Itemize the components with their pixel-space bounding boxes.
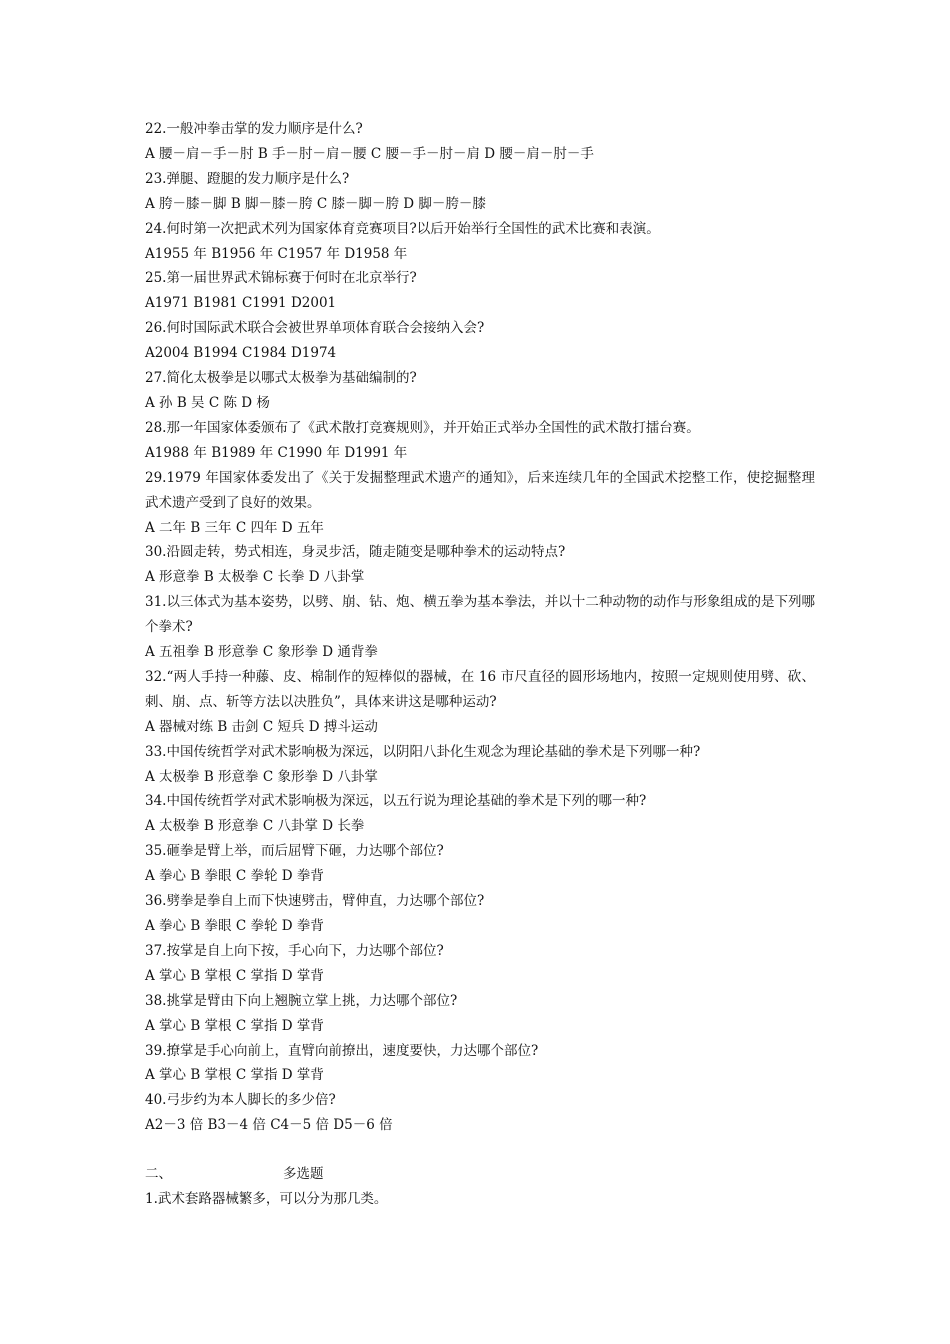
answer-options-39: A 掌心 B 掌根 C 掌指 D 掌背 — [145, 1067, 324, 1084]
answer-options-29: A 二年 B 三年 C 四年 D 五年 — [145, 519, 324, 536]
question-22: 22.一般冲拳击掌的发力顺序是什么? — [145, 121, 363, 137]
answer-options-24: A1955 年 B1956 年 C1957 年 D1958 年 — [145, 245, 408, 262]
answer-options-31: A 五祖拳 B 形意拳 C 象形拳 D 通背拳 — [145, 644, 378, 661]
answer-options-33: A 太极拳 B 形意拳 C 象形拳 D 八卦掌 — [145, 768, 378, 785]
answer-options-26: A2004 B1994 C1984 D1974 — [145, 345, 337, 362]
answer-options-23: A 胯－膝－脚 B 脚－膝－胯 C 膝－脚－胯 D 脚－胯－膝 — [145, 195, 486, 212]
answer-options-38: A 掌心 B 掌根 C 掌指 D 掌背 — [145, 1017, 324, 1034]
question-35: 35.砸拳是臂上举，而后屈臂下砸，力达哪个部位? — [145, 843, 444, 860]
answer-options-34: A 太极拳 B 形意拳 C 八卦掌 D 长拳 — [145, 818, 365, 835]
question-25: 25.第一届世界武术锦标赛于何时在北京举行? — [145, 270, 417, 287]
multi-choice-question-1: 1.武术套路器械繁多，可以分为那几类。 — [145, 1191, 388, 1208]
answer-options-27: A 孙 B 吴 C 陈 D 杨 — [145, 394, 270, 411]
question-27: 27.简化太极拳是以哪式太极拳为基础编制的? — [145, 370, 417, 387]
question-24: 24.何时第一次把武术列为国家体育竞赛项目?以后开始举行全国性的武术比赛和表演。 — [145, 220, 660, 237]
question-28: 28.那一年国家体委颁布了《武术散打竞赛规则》，并开始正式举办全国性的武术散打擂台赛。 — [145, 419, 700, 436]
answer-options-40: A2－3 倍 B3－4 倍 C4－5 倍 D5－6 倍 — [145, 1117, 393, 1134]
question-37: 37.按掌是自上向下按，手心向下，力达哪个部位? — [145, 942, 444, 959]
question-38: 38.挑掌是臂由下向上翘腕立掌上挑，力达哪个部位? — [145, 992, 458, 1009]
question-40: 40.弓步约为本人脚长的多少倍? — [145, 1092, 336, 1109]
question-34: 34.中国传统哲学对武术影响极为深远，以五行说为理论基础的拳术是下列的哪一种? — [145, 793, 647, 810]
answer-options-25: A1971 B1981 C1991 D2001 — [145, 295, 337, 312]
question-39: 39.撩掌是手心向前上，直臂向前撩出，速度要快，力达哪个部位? — [145, 1042, 539, 1059]
question-29: 29.1979 年国家体委发出了《关于发掘整理武术遗产的通知》，后来连续几年的全国武术挖整工作，使挖掘整理武术遗产受到了良好的效果。 — [145, 469, 815, 511]
question-32: 32.“两人手持一种藤、皮、棉制作的短棒似的器械，在 16 市尺直径的圆形场地内，按照一定规则使用劈、砍、刺、崩、点、斩等方法以决胜负”，具体来讲这是哪种运动? — [145, 668, 815, 710]
answer-options-28: A1988 年 B1989 年 C1990 年 D1991 年 — [145, 444, 408, 461]
answer-options-36: A 拳心 B 拳眼 C 拳轮 D 拳背 — [145, 918, 324, 934]
question-30: 30.沿圆走转，势式相连，身灵步活，随走随变是哪种拳术的运动特点? — [145, 544, 566, 561]
answer-options-35: A 拳心 B 拳眼 C 拳轮 D 拳背 — [145, 868, 324, 885]
answer-options-30: A 形意拳 B 太极拳 C 长拳 D 八卦掌 — [145, 569, 365, 586]
answer-options-37: A 掌心 B 掌根 C 掌指 D 掌背 — [145, 967, 324, 984]
question-36: 36.劈拳是拳自上而下快速劈击，臂伸直，力达哪个部位? — [145, 893, 485, 910]
answer-options-32: A 器械对练 B 击剑 C 短兵 D 搏斗运动 — [145, 718, 378, 735]
question-31: 31.以三体式为基本姿势，以劈、崩、钻、炮、横五拳为基本拳法，并以十二种动物的动作与形象组成的是下列哪个拳术? — [145, 594, 815, 636]
question-33: 33.中国传统哲学对武术影响极为深远，以阴阳八卦化生观念为理论基础的拳术是下列哪一种? — [145, 743, 701, 760]
document-content — [145, 117, 815, 1212]
section-title: 多选题 — [283, 1166, 324, 1183]
answer-options-22: A 腰－肩－手－肘 B 手－肘－肩－腰 C 腰－手－肘－肩 D 腰－肩－肘－手 — [145, 145, 594, 162]
question-23: 23.弹腿、蹬腿的发力顺序是什么? — [145, 170, 350, 187]
section-heading — [145, 1162, 815, 1187]
question-26: 26.何时国际武术联合会被世界单项体育联合会接纳入会? — [145, 320, 485, 337]
section-number: 二、 — [145, 1166, 172, 1183]
